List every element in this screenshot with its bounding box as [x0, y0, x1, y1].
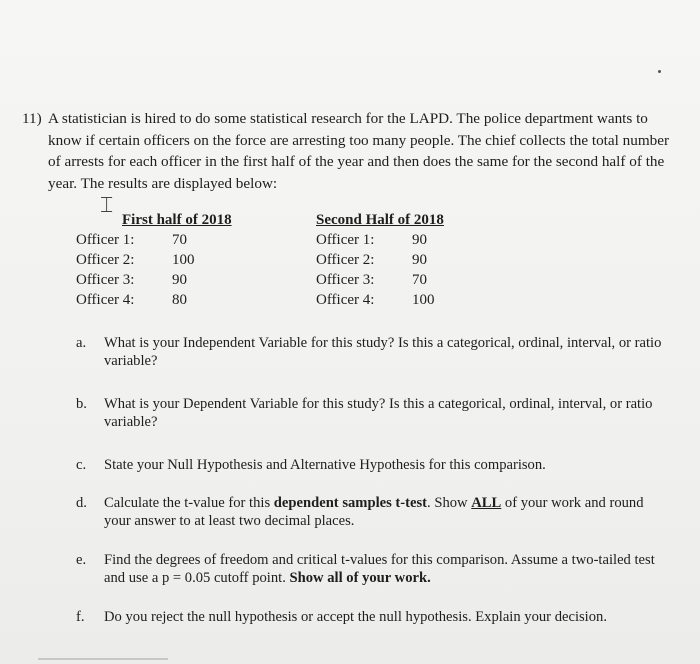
page-edge-mark [38, 658, 168, 660]
question-11 [22, 108, 672, 194]
item-letter: f. [76, 609, 85, 625]
item-text: State your Null Hypothesis and Alternative Hypothesis for this comparison. [104, 457, 546, 473]
item-d-mid: . Show [427, 495, 472, 511]
officer-label: Officer 1: [316, 232, 375, 248]
item-e [76, 551, 666, 587]
second-half-header: Second Half of 2018 [316, 212, 444, 228]
item-letter: d. [76, 495, 87, 511]
arrest-count: 90 [412, 232, 427, 248]
officer-label: Officer 4: [316, 292, 375, 308]
table-row [76, 290, 232, 310]
arrest-count: 100 [172, 252, 195, 268]
table-row [316, 290, 444, 310]
item-d-pre: Calculate the t-value for this [104, 495, 274, 511]
item-d-post: of your work and round your answer to at least two decimal places. [104, 495, 644, 529]
officer-label: Officer 2: [316, 252, 375, 268]
arrest-count: 80 [172, 292, 187, 308]
item-d [76, 494, 666, 530]
first-half-header: First half of 2018 [122, 212, 232, 228]
table-first-half [76, 210, 232, 310]
item-d-bold-all: ALL [471, 495, 502, 511]
table-row [76, 230, 232, 250]
arrest-count: 70 [412, 272, 427, 288]
officer-label: Officer 3: [76, 272, 135, 288]
text-cursor-icon: ⌶ [100, 193, 114, 218]
item-letter: b. [76, 396, 87, 412]
item-b [76, 395, 666, 431]
item-a [76, 334, 666, 370]
item-text [104, 494, 666, 530]
table-row [76, 270, 232, 290]
item-f [76, 608, 666, 626]
item-text: What is your Dependent Variable for this study? Is this a categorical, ordinal, interval, or ratio variable? [104, 396, 653, 430]
officer-label: Officer 1: [76, 232, 135, 248]
table-row [316, 270, 444, 290]
table-row [76, 250, 232, 270]
item-text: What is your Independent Variable for this study? Is this a categorical, ordinal, interval, or ratio variable? [104, 335, 662, 369]
arrest-count: 90 [412, 252, 427, 268]
item-letter: c. [76, 457, 87, 473]
item-text: Do you reject the null hypothesis or accept the null hypothesis. Explain your decision. [104, 609, 607, 625]
table-second-half [316, 210, 444, 310]
item-letter: a. [76, 335, 87, 351]
arrest-count: 70 [172, 232, 187, 248]
officer-label: Officer 4: [76, 292, 135, 308]
table-row [316, 250, 444, 270]
speck [658, 70, 661, 73]
question-number: 11) [22, 110, 42, 127]
officer-label: Officer 2: [76, 252, 135, 268]
question-text: A statistician is hired to do some statistical research for the LAPD. The police department wants to know if certain officers on the force are arresting too many people. The chief collects the total number of arrests for each officer in the first half of the year and then does the same for the second half of the year. The results are displayed below: [48, 110, 670, 192]
item-c [76, 456, 666, 474]
item-d-bold-test: dependent samples t-test [273, 495, 428, 511]
officer-label: Officer 3: [316, 272, 375, 288]
arrest-count: 90 [172, 272, 187, 288]
item-e-bold: Show all of your work. [289, 570, 431, 586]
item-e-pre: Find the degrees of freedom and critical t-values for this comparison. Assume a two-tailed test and use a p = 0.05 cutoff point. [104, 552, 655, 586]
item-text [104, 551, 666, 587]
table-row [316, 230, 444, 250]
item-letter: e. [76, 552, 87, 568]
arrest-count: 100 [412, 292, 435, 308]
